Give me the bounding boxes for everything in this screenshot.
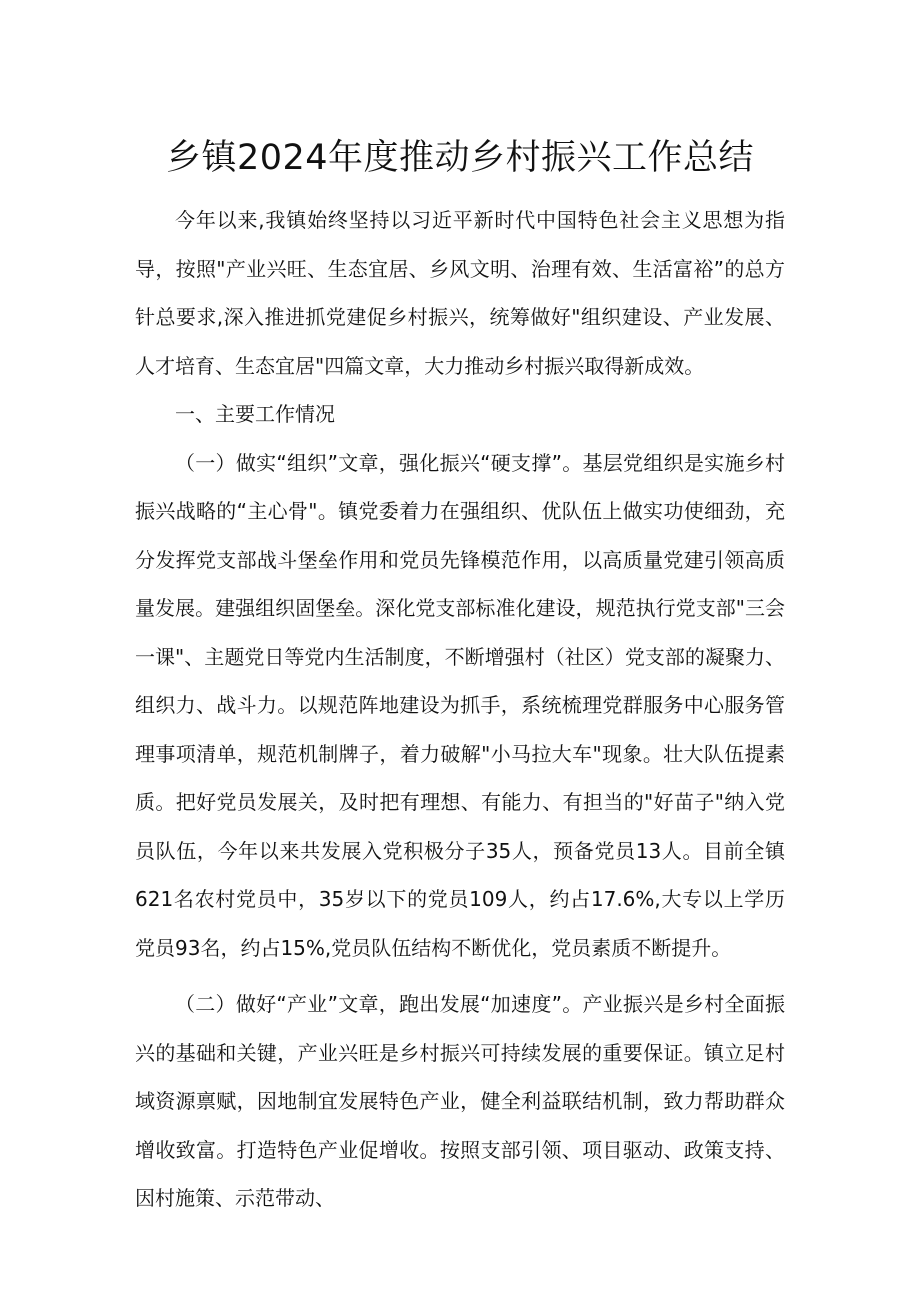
document-body [135,196,785,1223]
paragraph-industry: （二）做好“产业”文章，跑出发展“加速度”。产业振兴是乡村全面振兴的基础和关键，产业兴旺是乡村振兴可持续发展的重要保证。镇立足村域资源禀赋，因地制宜发展特色产业，健全利益联结机制，致力帮助群众增收致富。打造特色产业促增收。按照支部引领、项目驱动、政策支持、因村施策、示范带动、 [135,992,785,1210]
document-title: 乡镇2024年度推动乡村振兴工作总结 [165,138,755,178]
intro-paragraph: 今年以来,我镇始终坚持以习近平新时代中国特色社会主义思想为指导，按照"产业兴旺、生态宜居、乡风文明、治理有效、生活富裕”的总方针总要求,深入推进抓党建促乡村振兴，统筹做好"组织建设、产业发展、人才培育、生态宜居"四篇文章，大力推动乡村振兴取得新成效。 [135,208,785,378]
section-heading-main-work: 一、主要工作情况 [175,402,335,426]
paragraph-organization: （一）做实“组织”文章，强化振兴“硬支撑”。基层党组织是实施乡村振兴战略的“主心骨"。镇党委着力在强组织、优队伍上做实功使细劲，充分发挥党支部战斗堡垒作用和党员先锋模范作用，以高质量党建引领高质量发展。建强组织固堡垒。深化党支部标准化建设，规范执行党支部"三会一课"、主题党日等党内生活制度，不断增强村（社区）党支部的凝聚力、组织力、战斗力。以规范阵地建设为抓手，系统梳理党群服务中心服务管理事项清单，规范机制牌子，着力破解"小马拉大车"现象。壮大队伍提素质。把好党员发展关，及时把有理想、有能力、有担当的"好苗子"纳入党员队伍，今年以来共发展入党积极分子35人，预备党员13人。目前全镇621名农村党员中，35岁以下的党员109人，约占17.6%,大专以上学历党员93名，约占15%,党员队伍结构不断优化，党员素质不断提升。 [135,450,785,960]
